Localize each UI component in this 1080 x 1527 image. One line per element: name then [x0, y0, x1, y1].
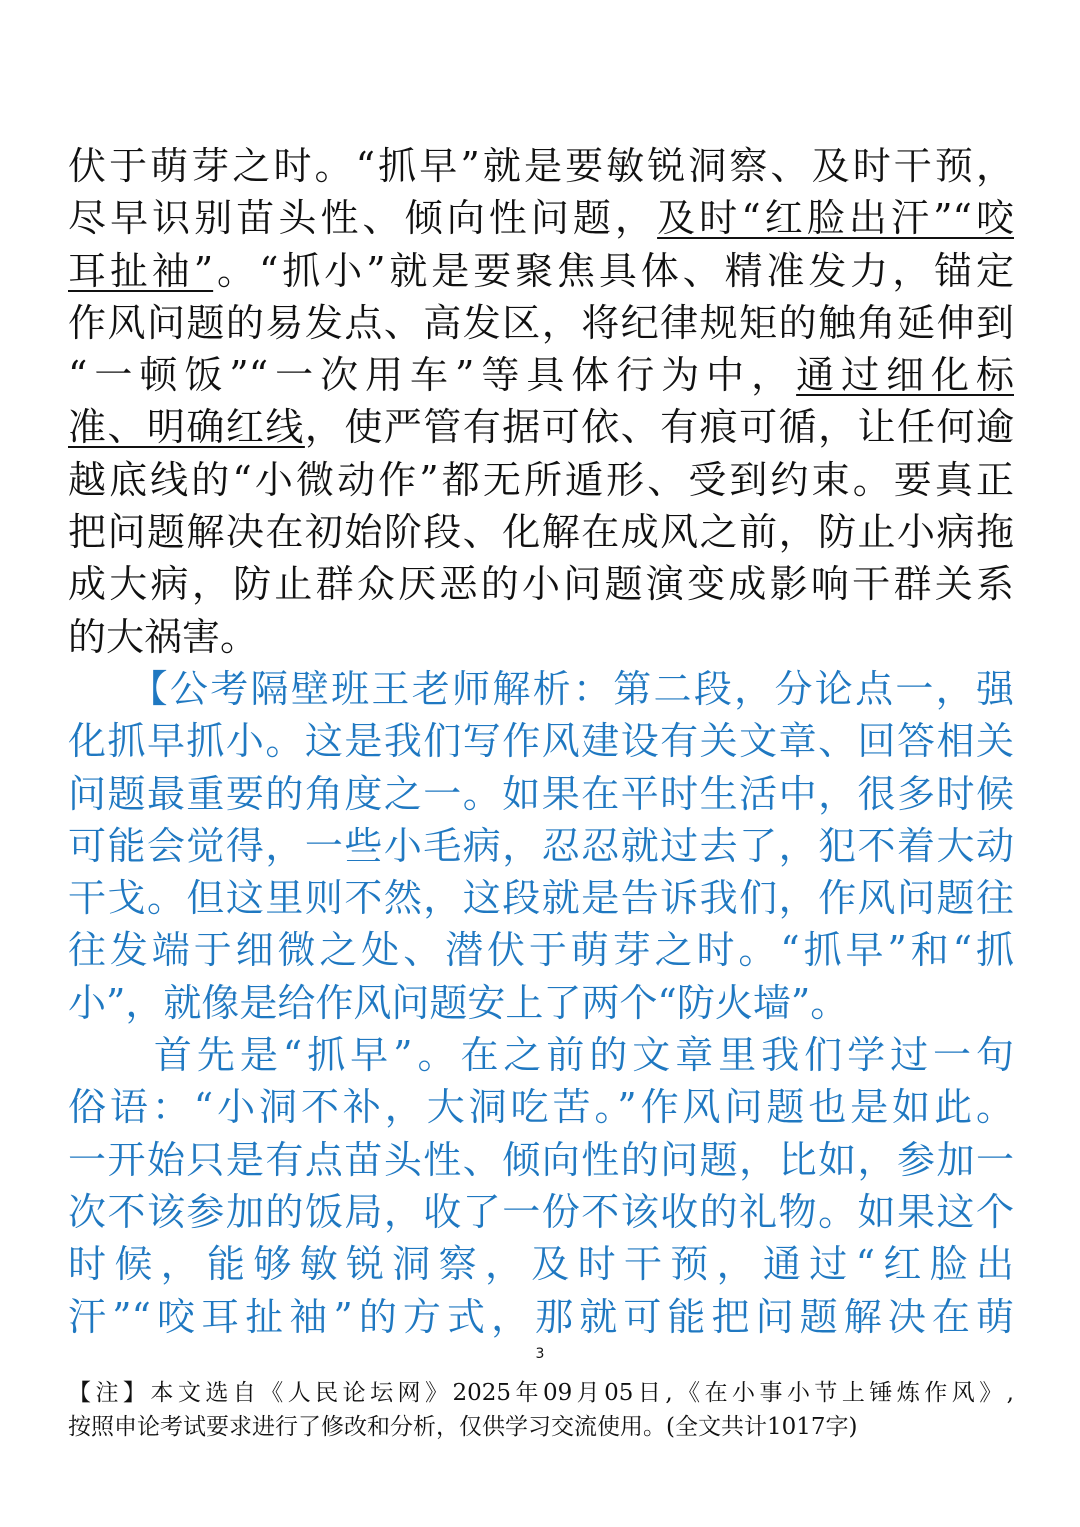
text-segment: 尽早识别苗头性、倾向性问题，	[68, 196, 658, 241]
text-segment: 。“抓小”就是要聚焦具体、精准发力，锚定	[213, 248, 1014, 293]
text-segment: 的大祸害。	[68, 614, 259, 659]
analysis-line	[68, 663, 1014, 715]
source-note	[68, 1376, 1014, 1444]
analysis-line	[68, 1081, 1014, 1133]
analysis-line	[68, 1186, 1014, 1238]
text-segment: 小”，就像是给作风问题安上了两个“防火墙”。	[68, 980, 849, 1025]
underlined-text: 耳扯袖”	[68, 248, 214, 293]
article-line	[68, 506, 1014, 558]
text-segment: 一开始只是有点苗头性、倾向性的问题，比如，参加一	[68, 1137, 1014, 1182]
analysis-line	[68, 1291, 1014, 1343]
article-line	[68, 401, 1014, 453]
article-line	[68, 611, 1014, 663]
text-segment: 往发端于细微之处、潜伏于萌芽之时。“抓早”和“抓	[68, 928, 1014, 973]
text-segment: 把问题解决在初始阶段、化解在成风之前，防止小病拖	[68, 510, 1014, 555]
source-note-line: 【注】本文选自《人民论坛网》2025年09月05日,《在小事小节上锤炼作风》,	[68, 1380, 1014, 1406]
text-segment: 越底线的“小微动作”都无所遁形、受到约束。要真正	[68, 457, 1014, 502]
text-segment: 作风问题的易发点、高发区，将纪律规矩的触角延伸到	[68, 300, 1014, 345]
analysis-line	[68, 820, 1014, 872]
text-segment: “一顿饭”“一次用车”等具体行为中，	[68, 353, 797, 398]
text-segment: 俗语：“小洞不补，大洞吃苦。”作风问题也是如此。	[68, 1085, 1014, 1130]
text-segment: 成大病，防止群众厌恶的小问题演变成影响干群关系	[68, 562, 1014, 607]
analysis-line	[68, 768, 1014, 820]
underlined-text: 及时“红脸出汗”“咬	[657, 196, 1014, 241]
text-segment: 次不该参加的饭局，收了一份不该收的礼物。如果这个	[68, 1189, 1014, 1234]
analysis-line	[68, 1238, 1014, 1290]
text-segment: 伏于萌芽之时。“抓早”就是要敏锐洞察、及时干预，	[68, 144, 1014, 188]
article-line	[68, 140, 1014, 192]
analysis-line	[68, 715, 1014, 767]
article-body	[68, 140, 1014, 1343]
article-line	[68, 297, 1014, 349]
article-line	[68, 558, 1014, 610]
text-segment: 【公考隔壁班王老师解析：第二段，分论点一，强	[68, 666, 1014, 711]
article-line	[68, 192, 1014, 244]
analysis-line	[68, 1029, 1014, 1081]
source-note-line: 按照申论考试要求进行了修改和分析，仅供学习交流使用。(全文共计1017字)	[68, 1414, 858, 1440]
analysis-line	[68, 1134, 1014, 1186]
text-segment: 时候，能够敏锐洞察，及时干预，通过“红脸出	[68, 1242, 1014, 1287]
text-segment: 汗”“咬耳扯袖”的方式，那就可能把问题解决在萌	[68, 1294, 1014, 1339]
analysis-line	[68, 872, 1014, 924]
page-number: 3	[535, 1346, 545, 1362]
text-segment: 首先是“抓早”。在之前的文章里我们学过一句	[68, 1033, 1014, 1078]
article-line	[68, 349, 1014, 401]
analysis-line	[68, 977, 1014, 1029]
underlined-text: 准、明确红线	[68, 405, 305, 450]
article-line	[68, 454, 1014, 506]
text-segment: 化抓早抓小。这是我们写作风建设有关文章、回答相关	[68, 719, 1014, 764]
text-segment: 可能会觉得，一些小毛病，忍忍就过去了，犯不着大动	[68, 823, 1014, 868]
underlined-text: 通过细化标	[796, 353, 1014, 398]
text-segment: 问题最重要的角度之一。如果在平时生活中，很多时候	[68, 771, 1014, 816]
text-segment: 干戈。但这里则不然，这段就是告诉我们，作风问题往	[68, 876, 1014, 921]
text-segment: ，使严管有据可依、有痕可循，让任何逾	[304, 405, 1014, 450]
analysis-line	[68, 924, 1014, 976]
article-line	[68, 245, 1014, 297]
